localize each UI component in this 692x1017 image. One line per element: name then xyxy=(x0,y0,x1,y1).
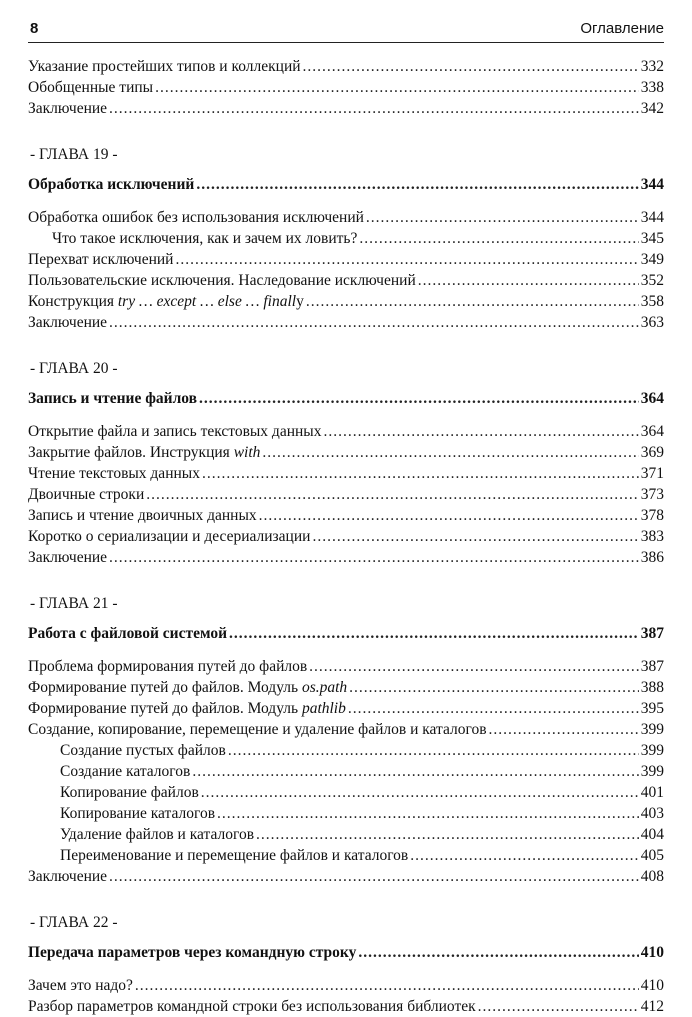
toc-entry[interactable] xyxy=(28,442,664,463)
entry-title: Копирование файлов xyxy=(60,784,199,801)
dot-leader xyxy=(146,484,638,505)
toc-entry[interactable] xyxy=(28,740,664,761)
entry-page-number: 403 xyxy=(640,805,664,822)
toc-entry[interactable] xyxy=(28,803,664,824)
entry-page-number: 332 xyxy=(640,58,664,75)
toc-entry[interactable] xyxy=(28,98,664,119)
dot-leader xyxy=(262,442,638,463)
entry-page-number: 342 xyxy=(640,100,664,117)
dot-leader xyxy=(359,228,638,249)
entry-page-number: 369 xyxy=(640,444,664,461)
entry-title: Создание, копирование, перемещение и удаление файлов и каталогов xyxy=(28,721,487,738)
chapter-title-entry[interactable] xyxy=(28,388,664,409)
entry-title: Формирование путей до файлов. Модуль os.path xyxy=(28,679,348,696)
dot-leader xyxy=(109,866,639,887)
toc-entry[interactable] xyxy=(28,249,664,270)
dot-leader xyxy=(228,740,639,761)
entry-page-number: 364 xyxy=(640,390,664,407)
entry-title: Обработка ошибок без использования исключений xyxy=(28,209,364,226)
entry-page-number: 387 xyxy=(640,658,664,675)
dot-leader xyxy=(201,782,639,803)
spacer xyxy=(28,963,664,975)
entry-page-number: 378 xyxy=(640,507,664,524)
chapter-heading: - ГЛАВА 21 - xyxy=(30,595,118,612)
entry-title: Проблема формирования путей до файлов xyxy=(28,658,308,675)
entry-title: Разбор параметров командной строки без использования библиотек xyxy=(28,998,476,1015)
toc-entry[interactable] xyxy=(28,656,664,677)
entry-title: Заключение xyxy=(28,100,108,117)
dot-leader xyxy=(217,803,639,824)
toc-entry[interactable] xyxy=(28,312,664,333)
dot-leader xyxy=(259,505,639,526)
entry-title: Конструкция try … except … else … finally xyxy=(28,293,304,310)
toc-entry[interactable] xyxy=(28,719,664,740)
entry-page-number: 352 xyxy=(640,272,664,289)
toc-entry[interactable] xyxy=(28,56,664,77)
dot-leader xyxy=(358,942,638,963)
toc-entry[interactable] xyxy=(28,547,664,568)
entry-title: Заключение xyxy=(28,549,108,566)
spacer xyxy=(28,195,664,207)
entry-title: Зачем это надо? xyxy=(28,977,133,994)
dot-leader xyxy=(410,845,639,866)
entry-title: Пользовательские исключения. Наследование исключений xyxy=(28,272,416,289)
entry-page-number: 358 xyxy=(640,293,664,310)
dot-leader xyxy=(196,174,638,195)
spacer xyxy=(28,409,664,421)
entry-page-number: 383 xyxy=(640,528,664,545)
dot-leader xyxy=(366,207,639,228)
entry-title: Открытие файла и запись текстовых данных xyxy=(28,423,322,440)
entry-title: Что такое исключения, как и зачем их ловить? xyxy=(52,230,358,247)
dot-leader xyxy=(309,656,639,677)
entry-title: Формирование путей до файлов. Модуль pathlib xyxy=(28,700,346,717)
entry-page-number: 345 xyxy=(640,230,664,247)
dot-leader xyxy=(323,421,638,442)
toc-entry[interactable] xyxy=(28,975,664,996)
toc-entry[interactable] xyxy=(28,698,664,719)
entry-title: Указание простейших типов и коллекций xyxy=(28,58,301,75)
dot-leader xyxy=(303,56,639,77)
dot-leader xyxy=(312,526,638,547)
entry-title: Удаление файлов и каталогов xyxy=(60,826,255,843)
entry-title: Заключение xyxy=(28,314,108,331)
dot-leader xyxy=(229,623,639,644)
entry-page-number: 344 xyxy=(640,209,664,226)
entry-page-number: 410 xyxy=(640,977,664,994)
toc-entry[interactable] xyxy=(28,824,664,845)
toc-entry[interactable] xyxy=(28,761,664,782)
entry-page-number: 388 xyxy=(640,679,664,696)
dot-leader xyxy=(348,698,639,719)
spacer xyxy=(28,644,664,656)
entry-title: Обработка исключений xyxy=(28,176,195,193)
toc-entry[interactable] xyxy=(28,228,664,249)
entry-page-number: 401 xyxy=(640,784,664,801)
entry-title: Запись и чтение файлов xyxy=(28,390,198,407)
entry-page-number: 405 xyxy=(640,847,664,864)
entry-page-number: 349 xyxy=(640,251,664,268)
dot-leader xyxy=(418,270,639,291)
dot-leader xyxy=(199,388,639,409)
entry-page-number: 344 xyxy=(640,176,664,193)
entry-page-number: 373 xyxy=(640,486,664,503)
toc-entry[interactable] xyxy=(28,484,664,505)
entry-page-number: 410 xyxy=(640,944,664,961)
chapter-heading: - ГЛАВА 20 - xyxy=(30,360,118,377)
entry-title: Запись и чтение двоичных данных xyxy=(28,507,257,524)
entry-page-number: 399 xyxy=(640,721,664,738)
entry-page-number: 404 xyxy=(640,826,664,843)
entry-page-number: 338 xyxy=(640,79,664,96)
dot-leader xyxy=(349,677,639,698)
entry-title: Создание каталогов xyxy=(60,763,191,780)
entry-page-number: 363 xyxy=(640,314,664,331)
entry-title: Перехват исключений xyxy=(28,251,174,268)
entry-page-number: 386 xyxy=(640,549,664,566)
entry-title: Заключение xyxy=(28,868,108,885)
entry-title: Коротко о сериализации и десериализации xyxy=(28,528,311,545)
entry-title: Копирование каталогов xyxy=(60,805,216,822)
dot-leader xyxy=(109,98,639,119)
entry-title: Передача параметров через командную строку xyxy=(28,944,357,961)
entry-title: Работа с файловой системой xyxy=(28,625,227,642)
chapter-heading: - ГЛАВА 22 - xyxy=(30,914,118,931)
entry-page-number: 399 xyxy=(640,763,664,780)
dot-leader xyxy=(306,291,639,312)
entry-title: Обобщенные типы xyxy=(28,79,154,96)
dot-leader xyxy=(135,975,639,996)
dot-leader xyxy=(109,312,639,333)
toc-entry[interactable] xyxy=(28,291,664,312)
entry-page-number: 395 xyxy=(640,700,664,717)
entry-page-number: 408 xyxy=(640,868,664,885)
dot-leader xyxy=(489,719,639,740)
toc-entry[interactable] xyxy=(28,677,664,698)
toc-entry[interactable] xyxy=(28,526,664,547)
page-number: 8 xyxy=(30,20,39,37)
dot-leader xyxy=(155,77,639,98)
toc-entry[interactable] xyxy=(28,866,664,887)
chapter-title-entry[interactable] xyxy=(28,942,664,963)
entry-page-number: 412 xyxy=(640,998,664,1015)
entry-title: Переименование и перемещение файлов и каталогов xyxy=(60,847,409,864)
page-header xyxy=(28,20,664,43)
dot-leader xyxy=(202,463,639,484)
entry-title: Двоичные строки xyxy=(28,486,145,503)
toc-entry[interactable] xyxy=(28,845,664,866)
toc-entry[interactable] xyxy=(28,77,664,98)
dot-leader xyxy=(192,761,638,782)
entry-title: Создание пустых файлов xyxy=(60,742,226,759)
chapter-title-entry[interactable] xyxy=(28,174,664,195)
toc-entry[interactable] xyxy=(28,207,664,228)
toc-entry[interactable] xyxy=(28,782,664,803)
dot-leader xyxy=(256,824,639,845)
entry-page-number: 399 xyxy=(640,742,664,759)
dot-leader xyxy=(175,249,638,270)
chapter-title-entry[interactable] xyxy=(28,623,664,644)
toc-entry[interactable] xyxy=(28,505,664,526)
entry-title: Чтение текстовых данных xyxy=(28,465,200,482)
toc-entry[interactable] xyxy=(28,270,664,291)
toc-entry[interactable] xyxy=(28,463,664,484)
entry-page-number: 387 xyxy=(640,625,664,642)
entry-page-number: 371 xyxy=(640,465,664,482)
entry-title: Закрытие файлов. Инструкция with xyxy=(28,444,261,461)
dot-leader xyxy=(478,996,639,1017)
running-title: Оглавление xyxy=(580,20,664,37)
toc-entry[interactable] xyxy=(28,421,664,442)
dot-leader xyxy=(109,547,639,568)
toc-entry[interactable] xyxy=(28,996,664,1017)
table-of-contents xyxy=(28,56,664,1017)
chapter-heading: - ГЛАВА 19 - xyxy=(30,146,118,163)
entry-page-number: 364 xyxy=(640,423,664,440)
